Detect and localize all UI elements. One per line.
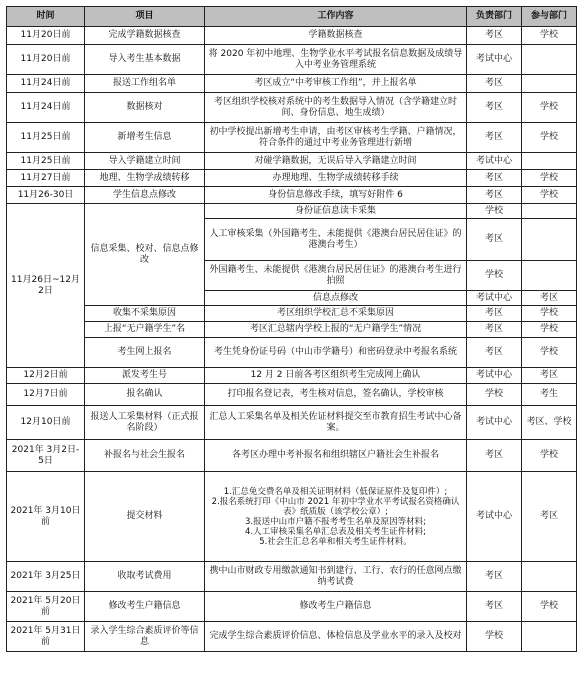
table-row (7, 75, 577, 93)
table-row (7, 93, 577, 123)
cell-part (522, 219, 577, 261)
cell-resp: 考区 (467, 440, 522, 472)
table-row (7, 406, 577, 440)
cell-item: 学生信息点修改 (85, 187, 205, 204)
cell-part (522, 75, 577, 93)
cell-part (522, 45, 577, 75)
cell-resp: 考试中心 (467, 45, 522, 75)
cell-content: 对碰学籍数据，无误后导入学籍建立时间 (205, 153, 467, 170)
table-row (7, 338, 577, 368)
content-line: 2.报名系统打印《中山市 2021 年初中学业水平考试报名资格确认表》纸质版（该学校公章）; (211, 496, 460, 517)
cell-content: 考区组织学校核对系统中的考生数据导入情况（含学籍建立时间、身份信息、地生成绩） (205, 93, 467, 123)
header-time: 时间 (7, 7, 85, 27)
table-row (7, 592, 577, 622)
cell-part (522, 622, 577, 652)
cell-time: 11月20日前 (7, 27, 85, 45)
cell-item: 新增考生信息 (85, 123, 205, 153)
cell-part (522, 153, 577, 170)
cell-content: 打印报名登记表，考生核对信息，签名确认，学校审核 (205, 384, 467, 406)
cell-content: 携中山市财政专用缴款通知书到建行、工行、农行的任意网点缴纳考试费 (205, 562, 467, 592)
table-row (7, 306, 577, 322)
cell-part (522, 204, 577, 219)
cell-part: 学校 (522, 170, 577, 187)
cell-time: 11月20日前 (7, 45, 85, 75)
cell-content: 考生凭身份证号码（中山市学籍号）和密码登录中考报名系统 (205, 338, 467, 368)
cell-part: 学校 (522, 306, 577, 322)
cell-item: 收集不采集原因 (85, 306, 205, 322)
cell-time: 11月25日前 (7, 123, 85, 153)
cell-content: 完成学生综合素质评价信息、体检信息及学业水平的录入及校对 (205, 622, 467, 652)
content-line: 4.人工审核采集名单汇总表及相关考生证件材料; (245, 526, 426, 537)
cell-part: 考生 (522, 384, 577, 406)
cell-resp: 考试中心 (467, 368, 522, 384)
cell-content: 人工审核采集（外国籍考生、未能提供《港澳台居民居住证》的港澳台考生） (205, 219, 467, 261)
cell-part: 学校 (522, 338, 577, 368)
table-row (7, 384, 577, 406)
table-row (7, 123, 577, 153)
cell-resp: 考区 (467, 93, 522, 123)
cell-item: 导入学籍建立时间 (85, 153, 205, 170)
cell-resp: 学校 (467, 261, 522, 291)
content-line: 5.社会生汇总名单和相关考生证件材料。 (259, 536, 412, 547)
cell-content: 修改考生户籍信息 (205, 592, 467, 622)
cell-part: 考区 (522, 472, 577, 562)
cell-item: 考生网上报名 (85, 338, 205, 368)
cell-content: 各考区办理中考补报名和组织辖区户籍社会生补报名 (205, 440, 467, 472)
cell-item: 地理、生物学成绩转移 (85, 170, 205, 187)
cell-resp: 学校 (467, 204, 522, 219)
cell-time: 12月2日前 (7, 368, 85, 384)
table-row (7, 27, 577, 45)
table-row (7, 562, 577, 592)
cell-part: 学校 (522, 440, 577, 472)
cell-resp: 考区 (467, 592, 522, 622)
cell-item: 提交材料 (85, 472, 205, 562)
cell-item: 报送工作组名单 (85, 75, 205, 93)
cell-content: 信息点修改 (205, 291, 467, 306)
cell-time: 2021年 5月20日前 (7, 592, 85, 622)
cell-part: 考区 (522, 291, 577, 306)
cell-part: 学校 (522, 123, 577, 153)
table-row (7, 440, 577, 472)
table-row (7, 170, 577, 187)
cell-item: 信息采集、校对、信息点修改 (85, 204, 205, 306)
cell-resp: 考区 (467, 123, 522, 153)
table-row (7, 322, 577, 338)
cell-part (522, 261, 577, 291)
table-row (7, 472, 577, 562)
cell-resp: 考区 (467, 306, 522, 322)
cell-resp: 学校 (467, 384, 522, 406)
table-header-row (7, 7, 577, 27)
cell-resp: 考试中心 (467, 153, 522, 170)
content-line: 3.报送中山市户籍不报考考生名单及原因等材料; (245, 516, 426, 527)
cell-resp: 考区 (467, 562, 522, 592)
cell-content: 12 月 2 日前各考区组织考生完成网上确认 (205, 368, 467, 384)
cell-part (522, 562, 577, 592)
header-item: 项目 (85, 7, 205, 27)
cell-part: 学校 (522, 27, 577, 45)
table-row (7, 204, 577, 219)
cell-resp: 考试中心 (467, 291, 522, 306)
cell-time: 11月25日前 (7, 153, 85, 170)
cell-item: 派发考生号 (85, 368, 205, 384)
cell-item: 报送人工采集材料（正式报名阶段） (85, 406, 205, 440)
cell-item: 数据核对 (85, 93, 205, 123)
cell-part: 考区 (522, 368, 577, 384)
cell-item: 录入学生综合素质评价等信息 (85, 622, 205, 652)
cell-time: 11月26日~12月2日 (7, 204, 85, 368)
cell-content: 初中学校提出新增考生申请，由考区审核考生学籍、户籍情况，符合条件的通过中考业务管理进行新增 (205, 123, 467, 153)
table-row (7, 622, 577, 652)
cell-item: 补报名与社会生报名 (85, 440, 205, 472)
cell-content: 将 2020 年初中地理、生物学业水平考试报名信息数据及成绩导入中考业务管理系统 (205, 45, 467, 75)
cell-content: 汇总人工采集名单及相关佐证材料提交至市教育招生考试中心备案。 (205, 406, 467, 440)
cell-content: 考区组织学校汇总不采集原因 (205, 306, 467, 322)
table-row (7, 368, 577, 384)
cell-time: 2021年 3月2日-5日 (7, 440, 85, 472)
cell-resp: 学校 (467, 622, 522, 652)
cell-time: 2021年 5月31日前 (7, 622, 85, 652)
cell-item: 修改考生户籍信息 (85, 592, 205, 622)
header-part: 参与部门 (522, 7, 577, 27)
cell-time: 12月7日前 (7, 384, 85, 406)
cell-content: 身份证信息读卡采集 (205, 204, 467, 219)
cell-time: 2021年 3月25日 (7, 562, 85, 592)
cell-resp: 考区 (467, 27, 522, 45)
cell-time: 11月24日前 (7, 93, 85, 123)
table-row (7, 187, 577, 204)
schedule-table (6, 6, 577, 652)
table-row (7, 45, 577, 75)
cell-resp: 考区 (467, 75, 522, 93)
cell-content-list (205, 472, 467, 562)
cell-resp: 考区 (467, 187, 522, 204)
table-row (7, 153, 577, 170)
cell-item: 报名确认 (85, 384, 205, 406)
cell-part: 学校 (522, 592, 577, 622)
cell-item: 完成学籍数据核查 (85, 27, 205, 45)
cell-part: 考区、学校 (522, 406, 577, 440)
cell-part: 学校 (522, 187, 577, 204)
cell-time: 11月26-30日 (7, 187, 85, 204)
cell-time: 11月27日前 (7, 170, 85, 187)
content-line: 1.汇总免交费名单及相关证明材料（低保证原件及复印件）; (223, 486, 448, 497)
cell-content: 考区成立“中考审核工作组”，并上报名单 (205, 75, 467, 93)
cell-content: 外国籍考生、未能提供《港澳台居民居住证》的港澳台考生进行拍照 (205, 261, 467, 291)
cell-resp: 考试中心 (467, 406, 522, 440)
cell-resp: 考试中心 (467, 472, 522, 562)
cell-item: 收取考试费用 (85, 562, 205, 592)
cell-resp: 考区 (467, 322, 522, 338)
cell-time: 11月24日前 (7, 75, 85, 93)
cell-resp: 考区 (467, 219, 522, 261)
cell-item: 上报“无户籍学生”名 (85, 322, 205, 338)
cell-content: 身份信息修改手续，填写好附件 6 (205, 187, 467, 204)
cell-resp: 考区 (467, 338, 522, 368)
cell-time: 12月10日前 (7, 406, 85, 440)
cell-part: 学校 (522, 93, 577, 123)
cell-item: 导入考生基本数据 (85, 45, 205, 75)
cell-content: 办理地理、生物学成绩转移手续 (205, 170, 467, 187)
header-content: 工作内容 (205, 7, 467, 27)
cell-content: 学籍数据核查 (205, 27, 467, 45)
cell-content: 考区汇总辖内学校上报的“无户籍学生”情况 (205, 322, 467, 338)
header-resp: 负责部门 (467, 7, 522, 27)
cell-resp: 考区 (467, 170, 522, 187)
cell-part: 学校 (522, 322, 577, 338)
cell-time: 2021年 3月10日前 (7, 472, 85, 562)
